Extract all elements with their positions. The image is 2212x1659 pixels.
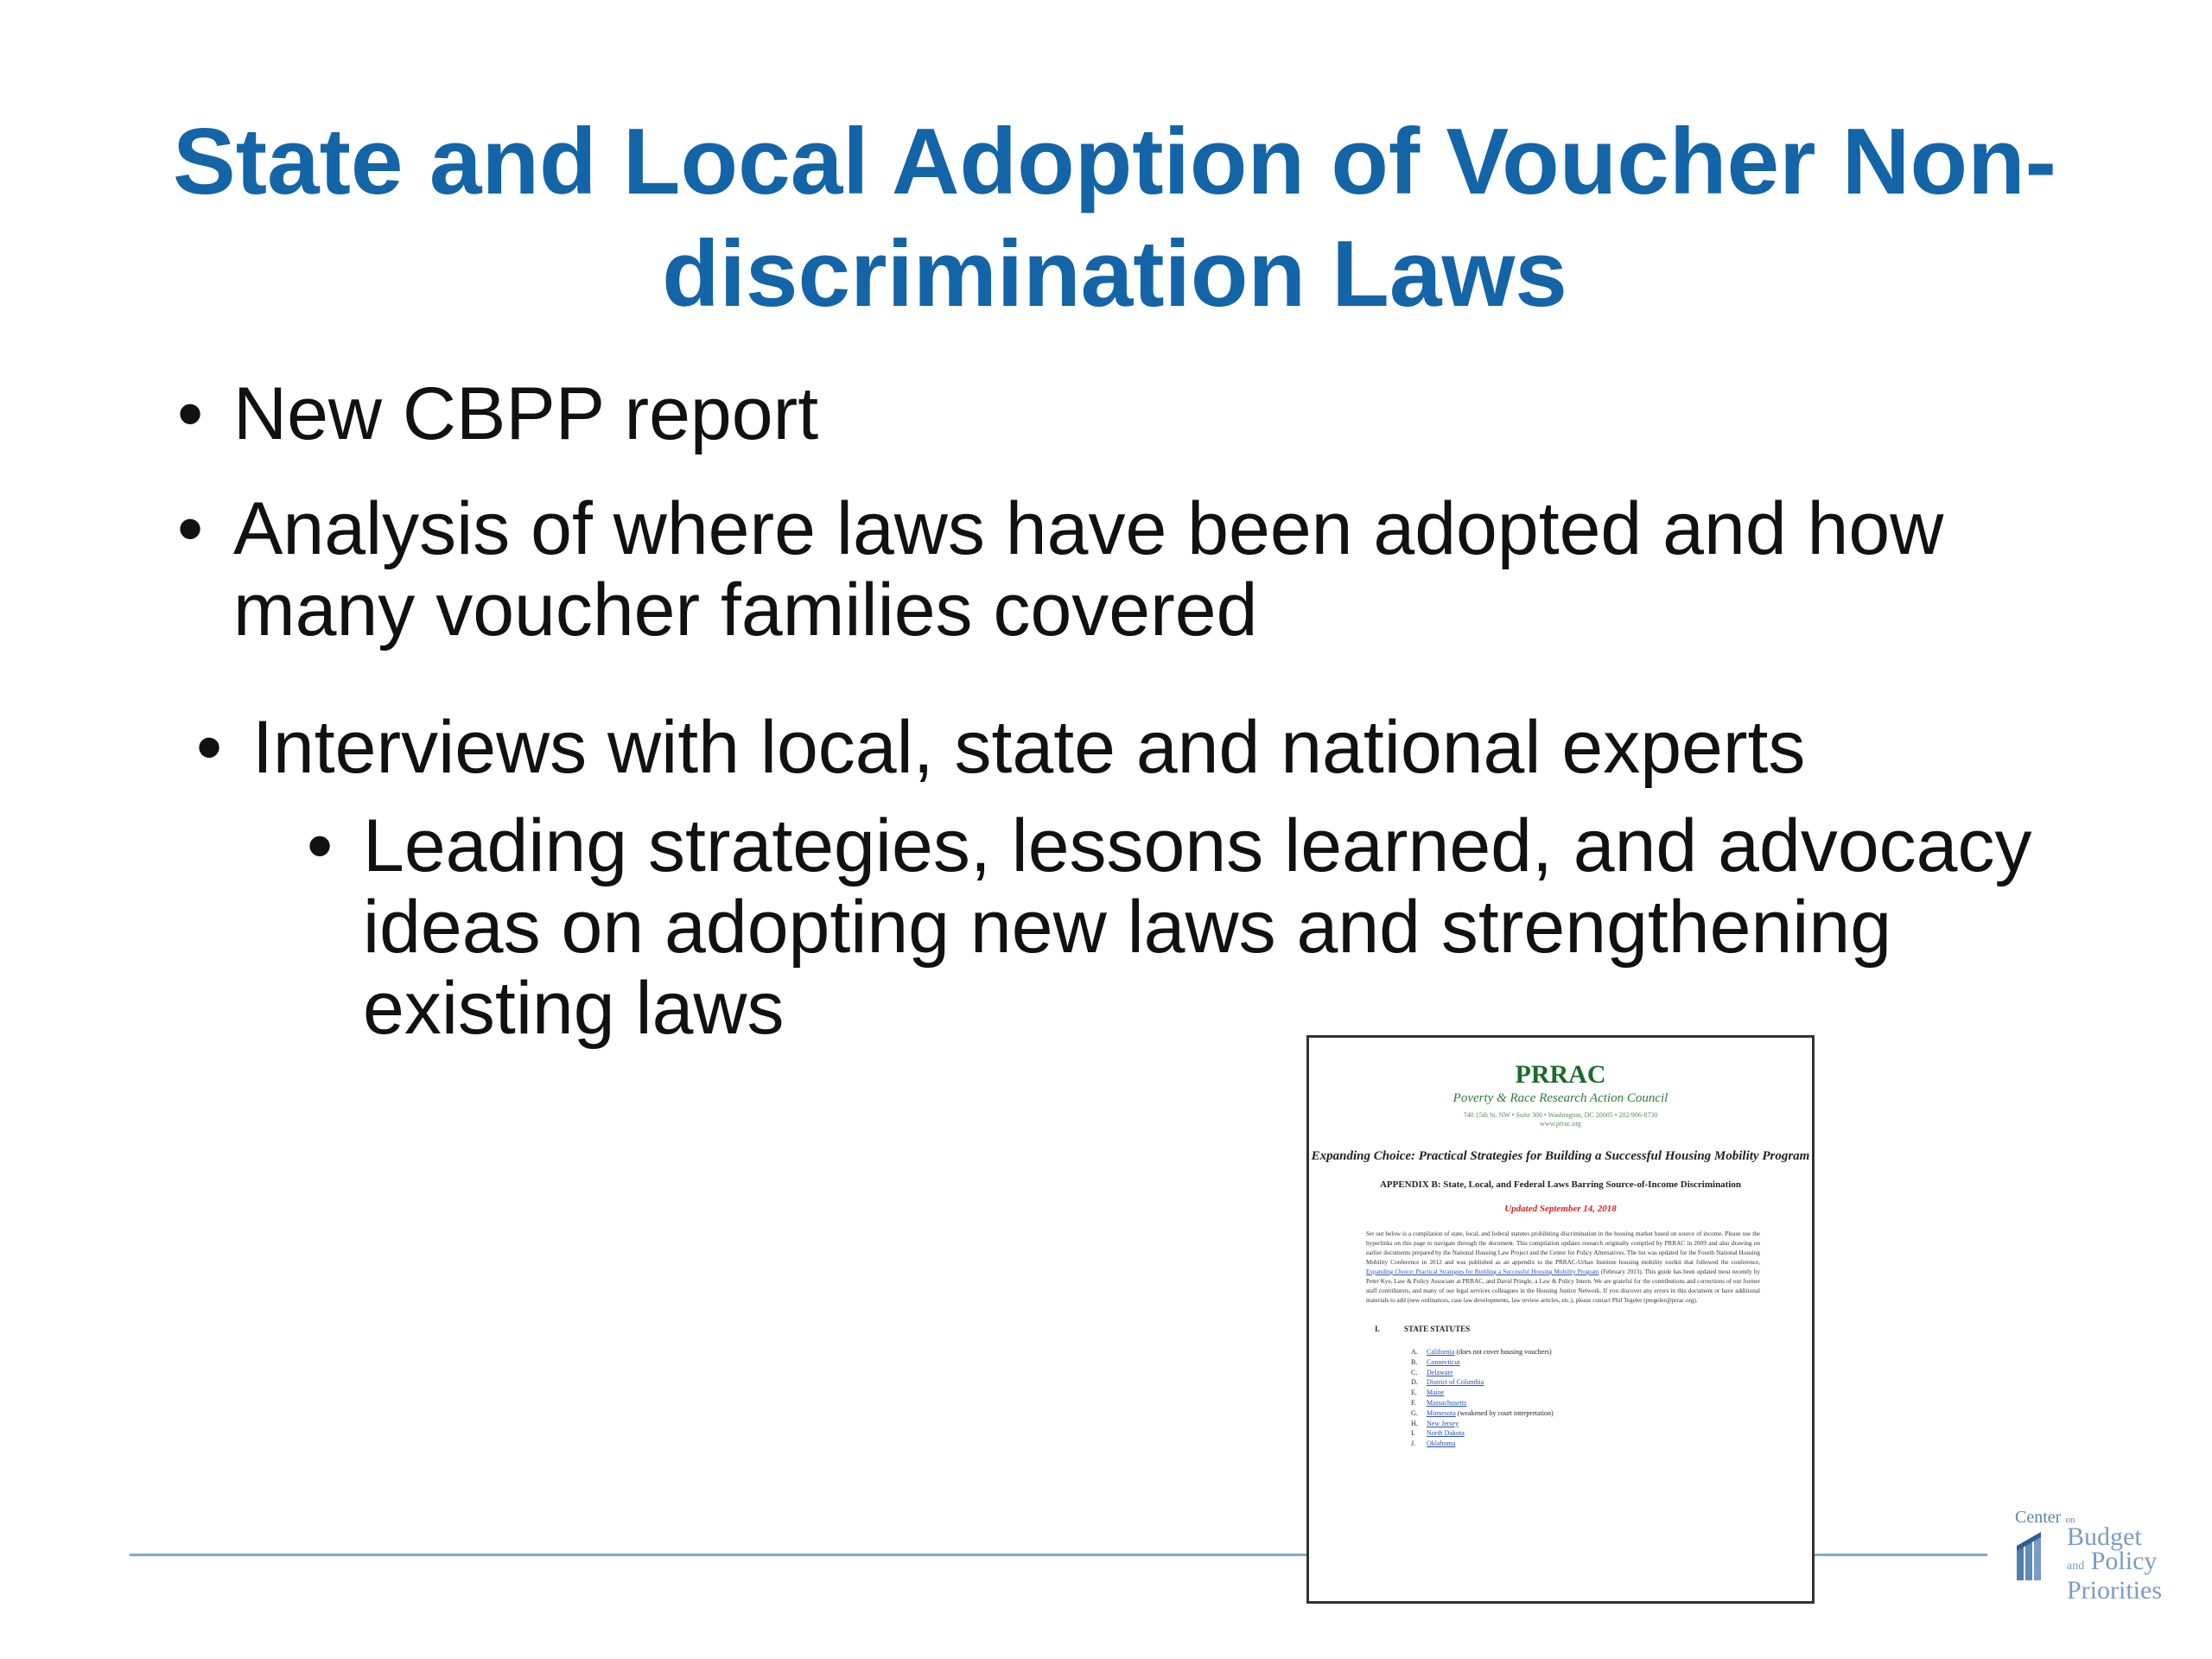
report-section-title: STATE STATUTES [1404, 1325, 1471, 1333]
bullet-marker: • [177, 372, 204, 455]
state-list-item [1411, 1377, 1812, 1388]
logo-text-small: on [2065, 1515, 2075, 1525]
report-intro-end: (February 2013). This guide has been updated most recently by Peter Kye, Law & Policy Associate at PRRAC, and David Pringle, a Law & Policy Intern. We are grateful for the contributions and corrections of our former staff contributors, and many of our legal services colleagues in the Housing Justice Network. If you discover any errors in this document or have additional materials to add (new ordinances, case law developments, law review articles, etc.), please contact Phil Tegeler (ptegeler@prrac.org). [1366, 1268, 1761, 1304]
state-list-item [1411, 1357, 1812, 1368]
state-letter: J. [1411, 1440, 1416, 1448]
logo-line-center [2015, 1508, 2075, 1528]
bullet-analysis [177, 487, 2005, 652]
report-intro-link[interactable]: Expanding Choice: Practical Strategies for Building a Successful Housing Mobility Program [1366, 1268, 1599, 1275]
state-link[interactable]: New Jersey [1427, 1419, 1459, 1427]
state-link[interactable]: District of Columbia [1427, 1378, 1484, 1387]
report-org-full: Poverty & Race Research Action Council [1452, 1091, 1669, 1105]
state-list-item [1411, 1398, 1812, 1408]
bullet-text: New CBPP report [233, 372, 819, 455]
report-address [1309, 1111, 1812, 1128]
state-letter: D. [1411, 1378, 1418, 1387]
report-section-number: I. [1375, 1325, 1380, 1333]
state-link[interactable]: Delaware [1427, 1368, 1453, 1376]
state-link[interactable]: Massachusetts [1427, 1398, 1467, 1407]
bullet-new-report [177, 372, 2005, 455]
state-list-item [1411, 1408, 1812, 1419]
state-letter: A. [1411, 1348, 1418, 1356]
report-website: www.prrac.org [1540, 1120, 1581, 1128]
state-list-item [1411, 1428, 1812, 1439]
state-letter: E. [1411, 1389, 1417, 1397]
logo-text: Policy [2090, 1547, 2158, 1575]
slide-title: State and Local Adoption of Voucher Non-discrimination Laws [173, 109, 2056, 327]
sub-bullet-strategies [307, 804, 2091, 1050]
state-letter: C. [1411, 1368, 1418, 1376]
state-link[interactable]: Maine [1427, 1389, 1445, 1397]
state-note: (does not cover housing vouchers) [1456, 1348, 1552, 1356]
state-list-item [1411, 1439, 1812, 1449]
state-letter: B. [1411, 1357, 1418, 1366]
bullet-marker: • [177, 487, 204, 570]
state-letter: G. [1411, 1408, 1418, 1417]
report-intro [1366, 1230, 1760, 1306]
logo-wordmark [2067, 1522, 2162, 1605]
bullet-marker: • [307, 804, 334, 887]
state-letter: H. [1411, 1419, 1418, 1427]
state-link[interactable]: Oklahoma [1427, 1440, 1456, 1448]
state-list-item [1411, 1368, 1812, 1378]
report-state-list [1411, 1347, 1812, 1449]
report-thumbnail [1306, 1035, 1815, 1604]
state-link[interactable]: Connecticut [1427, 1357, 1460, 1366]
report-address-line: 740 15th St. NW • Suite 300 • Washington, DC 20005 • 202/906-8730 [1463, 1111, 1658, 1119]
state-link[interactable]: North Dakota [1427, 1429, 1465, 1438]
cbpp-logo [2015, 1508, 2171, 1603]
report-title: Expanding Choice: Practical Strategies for Building a Successful Housing Mobility Program [1311, 1149, 1810, 1163]
bullet-text: Interviews with local, state and national experts [252, 706, 1806, 789]
state-note: (weakened by court interpretation) [1457, 1408, 1554, 1417]
state-letter: F. [1411, 1398, 1416, 1407]
state-list-item [1411, 1388, 1812, 1398]
bullet-interviews [196, 706, 2024, 789]
report-intro-text: Set out below is a compilation of state, local, and federal statutes prohibiting discrimination in the housing market based on source of income. Please use the hyperlinks on this page to navigate through the document. This compilation updates research originally compiled by PRRAC in 2009 and also drawing on earlier documents prepared by the National Housing Law Project and the Center for Policy Alternatives. The list was updated for the Fourth National Housing Mobility Conference in 2012 and was published as an appendix to the PRRAC-Urban Institute housing mobility toolkit that followed the conference, [1366, 1230, 1760, 1266]
state-letter: I. [1411, 1429, 1415, 1438]
logo-text: Priorities [2067, 1576, 2162, 1605]
logo-text: Center [2015, 1508, 2062, 1527]
report-appendix: APPENDIX B: State, Local, and Federal Laws Barring Source-of-Income Discrimination [1379, 1179, 1742, 1190]
state-link[interactable]: Minnesota [1427, 1408, 1456, 1417]
state-list-item [1411, 1347, 1812, 1357]
logo-text: Budget [2067, 1522, 2142, 1551]
report-section-heading [1375, 1325, 1812, 1333]
logo-text-small: and [2067, 1560, 2085, 1573]
state-link[interactable]: California [1427, 1348, 1455, 1356]
bullet-text: Leading strategies, lessons learned, and advocacy ideas on adopting new laws and strengthening existing laws [363, 804, 2032, 1050]
bullet-text: Analysis of where laws have been adopted and how many voucher families covered [233, 487, 1944, 652]
bullet-marker: • [196, 706, 223, 789]
cbpp-logo-mark-icon [2015, 1530, 2063, 1582]
report-org: PRRAC [1515, 1060, 1606, 1089]
report-updated: Updated September 14, 2018 [1504, 1204, 1617, 1214]
state-list-item [1411, 1419, 1812, 1429]
